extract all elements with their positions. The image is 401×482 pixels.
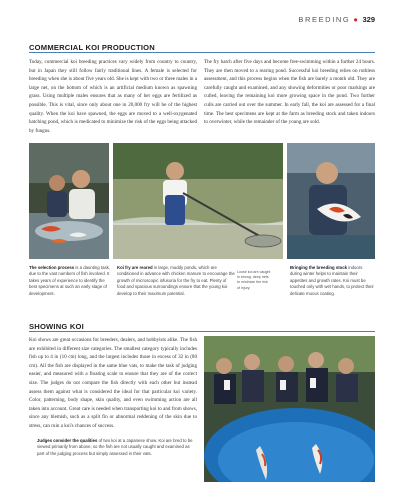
caption-selection-process-bold: The selection process: [29, 265, 75, 270]
caption-breeding-stock: [290, 265, 375, 297]
caption-breeding-stock-text: indoors during winter helps to maintain their appetites and growth rates. Koi must be touched only with wet hands, to protect their delicate mucus coating.: [290, 265, 374, 296]
caption-fry-reared-bold: Koi fry are reared: [117, 265, 153, 270]
section-heading-showing-koi: SHOWING KOI: [29, 322, 84, 331]
bullet-icon: ●: [353, 15, 360, 24]
caption-fry-reared: [117, 265, 235, 297]
caption-judges-text: of two koi at a Japanese show. Koi are bred to be viewed primarily from above, so the fish are not usually caught and examined as part of the judging process but simply assessed in their vats.: [37, 438, 193, 456]
running-head: [298, 15, 375, 24]
body-text-showing-koi: Koi shows are great occasions for breeders, dealers, and hobbyists alike. The fish are exhibited in different size categories. The smallest category typically includes fish up to 4 in (10 cm) long, and the largest includes those in excess of 32 in (80 cm). All the fish are displayed in the same blue vats, to make the task of judging easier, and measured with a floating scale to ensure that they are of the correct size. The judges do not compare the fish directly with each other but instead assess them against what is considered the ideal for that particular koi variety. Color, patterning, body shape, skin quality, and even swimming action are all taken into account. Great care is needed when transporting koi to and from shows, since any blemish, such as a split fin or abnormal reddening of the skin due to stress, can ruin a koi's chances of success.: [29, 337, 197, 429]
caption-breeding-stock-bold: Bringing the breeding stock: [290, 265, 348, 270]
heading-rule: [29, 331, 375, 332]
photo-koi-fry-pond: [113, 143, 283, 259]
photo-breeding-stock: [287, 143, 375, 259]
caption-nets: Loose koi are caught in strong, deep nets to minimize the risk of injury.: [237, 270, 271, 290]
caption-selection-process-text: is a daunting task, due to the vast numbers of fish involved. It takes years of experience to identify the best specimens at such an early stage of development.: [29, 265, 110, 296]
caption-selection-process: [29, 265, 111, 297]
caption-fry-reared-text: in large, muddy ponds, which are conditioned in advance with chicken manure to encourage the growth of microscopic infusoria for the fry to eat. Plenty of food and spacious surroundings ensure that the young koi develop to their maximum potential.: [117, 265, 235, 296]
page-number: 329: [362, 15, 375, 24]
body-text-right-column: The fry hatch after five days and become free-swimming within a further 24 hours. They are then moved to a rearing pond. Successful koi breeding relies on ruthless assessment, and this process begins when the fish are barely a month old. They are carefully caught and examined, and any showing deformities or poor markings are culled, leaving the remaining koi more growing space in the pond. Two further culls are carried out over the summer. In early fall, the koi are assessed for a final time. The best specimens are kept at the farm as breeding stock and taken indoors to overwinter, while the remainder of the young are sold.: [204, 59, 375, 126]
photo-selection-process: [29, 143, 109, 259]
section-heading-koi-production: COMMERCIAL KOI PRODUCTION: [29, 43, 155, 52]
photo-koi-show-judges: [204, 336, 375, 482]
caption-judges-bold: Judges consider the qualities: [37, 438, 98, 443]
caption-judges: [37, 438, 197, 457]
running-head-section: BREEDING: [298, 15, 351, 24]
heading-rule: [29, 52, 375, 53]
body-text-left-column: Today, commercial koi breeding practices vary widely from country to country, but in Japan they still follow fairly traditional lines. A female is selected for breeding when she is about five years old. She is kept with two or three males in a large net, on the bottom of which is an artificial medium known as spawning grass. Using multiple males ensures that as many of her eggs are fertilized as possible. This is vital, since only about one in 20,000 fry will be of the highest quality. When the koi have spawned, the eggs are moved to a well-oxygenated hatching pond, which is medicated to minimize the risk of the eggs being attacked by fungus.: [29, 59, 197, 134]
